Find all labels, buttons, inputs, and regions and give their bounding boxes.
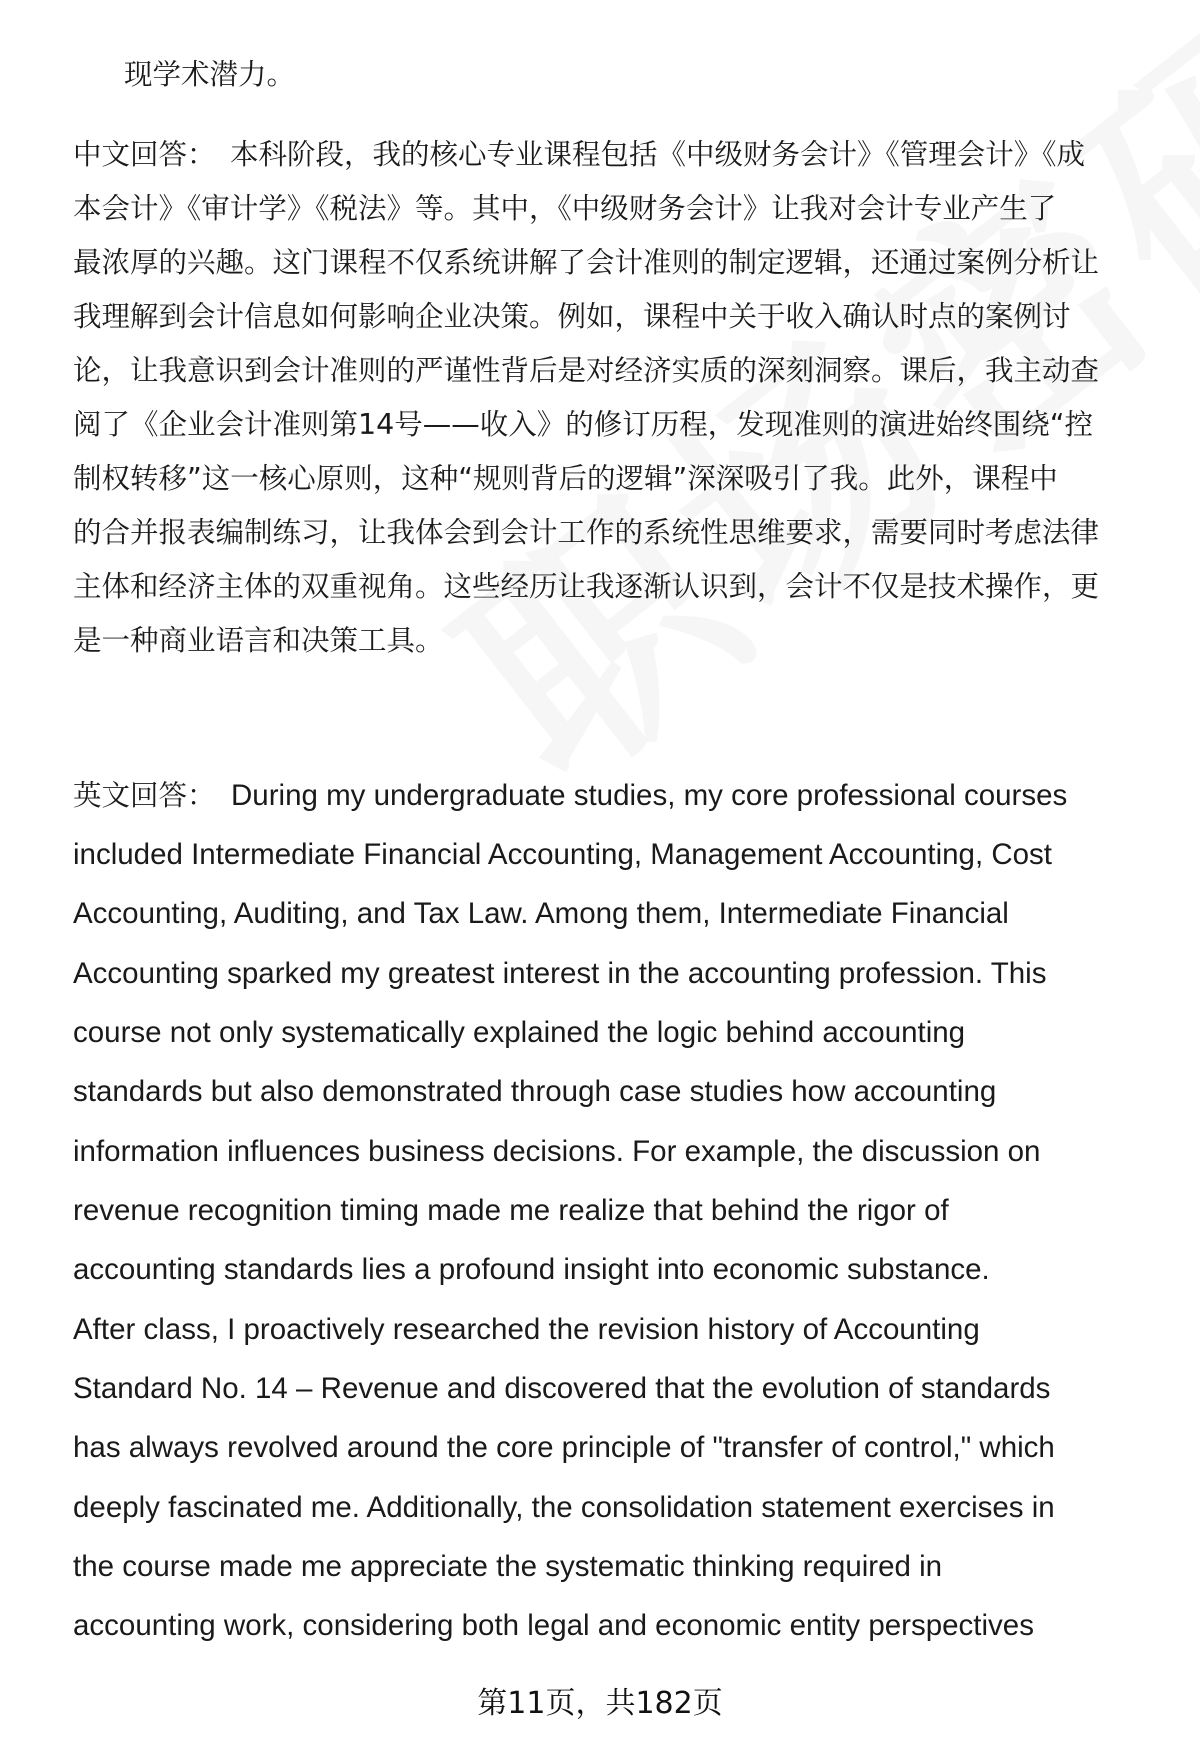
english-answer-line: course not only systematically explained the logic behind accounting [73,1016,966,1049]
chinese-answer-line: 阅了《企业会计准则第14号——收入》的修订历程，发现准则的演进始终围绕“控 [73,408,1094,441]
chinese-answer-line: 最浓厚的兴趣。这门课程不仅系统讲解了会计准则的制定逻辑，还通过案例分析让 [73,246,1100,279]
english-answer-line: Accounting sparked my greatest interest in the accounting profession. This [73,957,1047,990]
english-answer-label: 英文回答： [73,779,216,812]
english-answer-line: revenue recognition timing made me realize that behind the rigor of [73,1194,949,1227]
previous-paragraph-tail: 现学术潜力。 [124,58,296,91]
chinese-answer-line: 主体和经济主体的双重视角。这些经历让我逐渐认识到，会计不仅是技术操作，更 [73,570,1100,603]
english-answer-line: accounting standards lies a profound insight into economic substance. [73,1253,990,1286]
english-answer-line: information influences business decisions. For example, the discussion on [73,1135,1041,1168]
english-answer-line: has always revolved around the core principle of "transfer of control," which [73,1431,1055,1464]
english-answer-line: standards but also demonstrated through case studies how accounting [73,1075,997,1108]
english-answer-line: the course made me appreciate the systematic thinking required in [73,1550,943,1583]
chinese-answer-line: 论，让我意识到会计准则的严谨性背后是对经济实质的深刻洞察。课后，我主动查 [73,354,1100,387]
chinese-answer-line: 我理解到会计信息如何影响企业决策。例如，课程中关于收入确认时点的案例讨 [73,300,1071,333]
english-answer-line: deeply fascinated me. Additionally, the consolidation statement exercises in [73,1491,1055,1524]
chinese-answer-line: 本科阶段，我的核心专业课程包括《中级财务会计》《管理会计》《成 [230,138,1086,171]
chinese-answer-line: 本会计》《审计学》《税法》等。其中，《中级财务会计》让我对会计专业产生了 [73,192,1057,225]
english-answer-line: Accounting, Auditing, and Tax Law. Among them, Intermediate Financial [73,897,1009,930]
english-answer-line: During my undergraduate studies, my core professional courses [231,779,1068,812]
english-answer-line: Standard No. 14 – Revenue and discovered that the evolution of standards [73,1372,1051,1405]
chinese-answer-label: 中文回答： [73,138,216,171]
english-answer-line: After class, I proactively researched the revision history of Accounting [73,1313,980,1346]
english-answer-line: included Intermediate Financial Accounting, Management Accounting, Cost [73,838,1053,871]
page-number-footer: 第11页，共182页 [477,1686,723,1721]
chinese-answer-line: 是一种商业语言和决策工具。 [73,624,444,657]
chinese-answer-line: 的合并报表编制练习，让我体会到会计工作的系统性思维要求，需要同时考虑法律 [73,516,1100,549]
english-answer-line: accounting work, considering both legal and economic entity perspectives [73,1609,1034,1642]
chinese-answer-line: 制权转移”这一核心原则，这种“规则背后的逻辑”深深吸引了我。此外，课程中 [73,462,1058,495]
